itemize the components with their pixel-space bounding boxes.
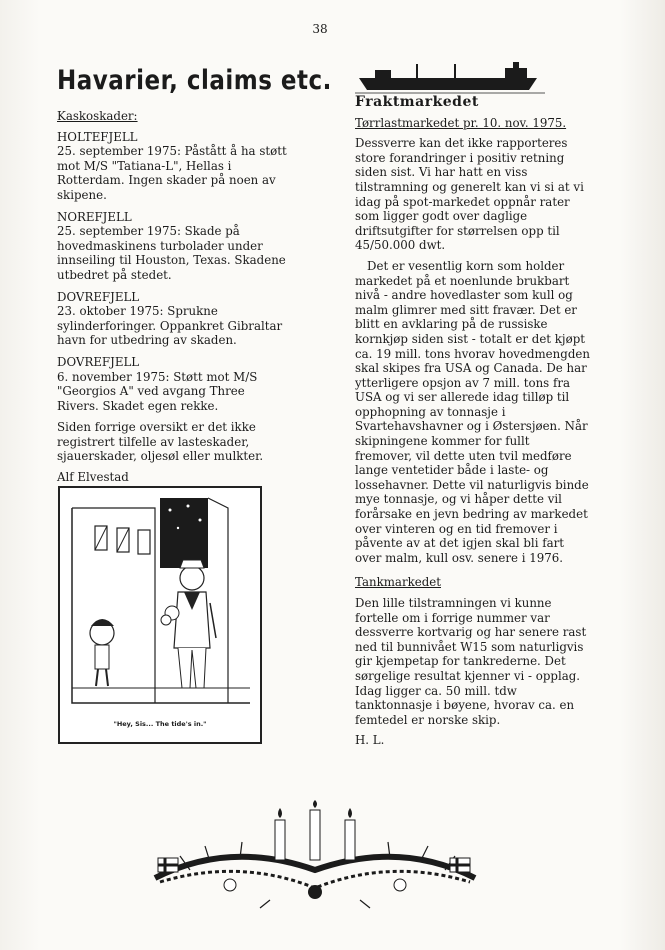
claim-text: 25. september 1975: Skade på hovedmaskinens turbolader under innseiling til Houston, Texas. Skadene utbedret på stedet. — [57, 224, 286, 282]
claim-entry — [57, 355, 287, 413]
page-number: 38 — [312, 22, 328, 36]
section-title-claims: Havarier, claims etc. — [57, 66, 332, 96]
claim-text: 25. september 1975: Påstått å ha støtt mot M/S "Tatiana-L", Hellas i Rotterdam. Ingen skader på noen av skipene. — [57, 144, 287, 202]
claim-ship-name: HOLTEFJELL — [57, 129, 138, 144]
claim-text: 6. november 1975: Støtt mot M/S "Georgios A" ved avgang Three Rivers. Skadet egen rekke. — [57, 369, 258, 413]
dry-market-paragraph: Dessverre kan det ikke rapporteres store forandringer i positiv retning siden sist. Vi har hatt en viss tilstramning og generelt kan vi si at vi idag på spot-markedet oppnår rater som ligger godt over daglige driftsutgifter for størrelsen opp til 45/50.000 dwt. — [355, 136, 584, 253]
tank-market-heading: Tankmarkedet — [355, 575, 441, 590]
claim-entry — [57, 130, 287, 203]
claim-text: 23. oktober 1975: Sprukne sylinderforinger. Oppankret Gibraltar havn for utbedring av skaden. — [57, 304, 283, 348]
ship-icon — [355, 60, 545, 94]
claim-ship-name: NOREFJELL — [57, 209, 132, 224]
claims-signature: Alf Elvestad — [57, 470, 129, 485]
cartoon-caption: "Hey, Sis... The tide's in." — [113, 720, 207, 728]
christmas-garland-illustration — [150, 800, 480, 910]
freight-title: Fraktmarkedet — [355, 94, 479, 110]
tank-market-paragraph: Den lille tilstramningen vi kunne fortelle om i forrige nummer var dessverre kortvarig og har senere rast ned til bunnivået W15 som naturligvis gir kjempetap for tankrederne. Det sørgelige resultat kjenner vi - opplag. Idag ligger ca. 50 mill. tdw tanktonnasje i bøyene, hvorav ca. en femtedel er norske skip. — [355, 596, 587, 727]
dry-market-heading: Tørrlastmarkedet pr. 10. nov. 1975. — [355, 115, 567, 130]
cartoon-drawing — [60, 488, 260, 716]
freight-signature: H. L. — [355, 733, 385, 748]
claim-ship-name: DOVREFJELL — [57, 354, 140, 369]
claim-entry — [57, 210, 287, 283]
kasko-heading: Kaskoskader: — [57, 109, 138, 123]
claim-entry — [57, 290, 287, 348]
cartoon-illustration — [58, 486, 262, 744]
claims-column — [57, 109, 287, 491]
claim-ship-name: DOVREFJELL — [57, 289, 140, 304]
claims-closing-text: Siden forrige oversikt er det ikke registrert tilfelle av lasteskader, sjauerskader, oljesøl eller mulkter. — [57, 420, 264, 464]
dry-market-paragraph: Det er vesentlig korn som holder markedet på et noenlunde brukbart nivå - andre hovedlaster som kull og malm glimrer med sitt fravær. Det er blitt en avklaring på de russiske kornkjøp siden sist - totalt er det kjøpt ca. 19 mill. tons hvorav hovedmengden skal skipes fra USA og Canada. De har ytterligere opsjon av 7 mill. tons fra USA og vi ser allerede idag tilløp til opphopning av tonnasje i Svartehavshavner og i Østersjøen. Når skipningene kommer for fullt fremover, vil dette uten tvil medføre lange ventetider både i laste- og lossehavner. Dette vil naturligvis binde mye tonnasje, og vi håper dette vil forårsake en jevn bedring av markedet over vinteren og en tid fremover i påvente av at det igjen skal bli fart over malm, kull osv. senere i 1976. — [355, 258, 590, 565]
freight-column — [355, 95, 590, 754]
